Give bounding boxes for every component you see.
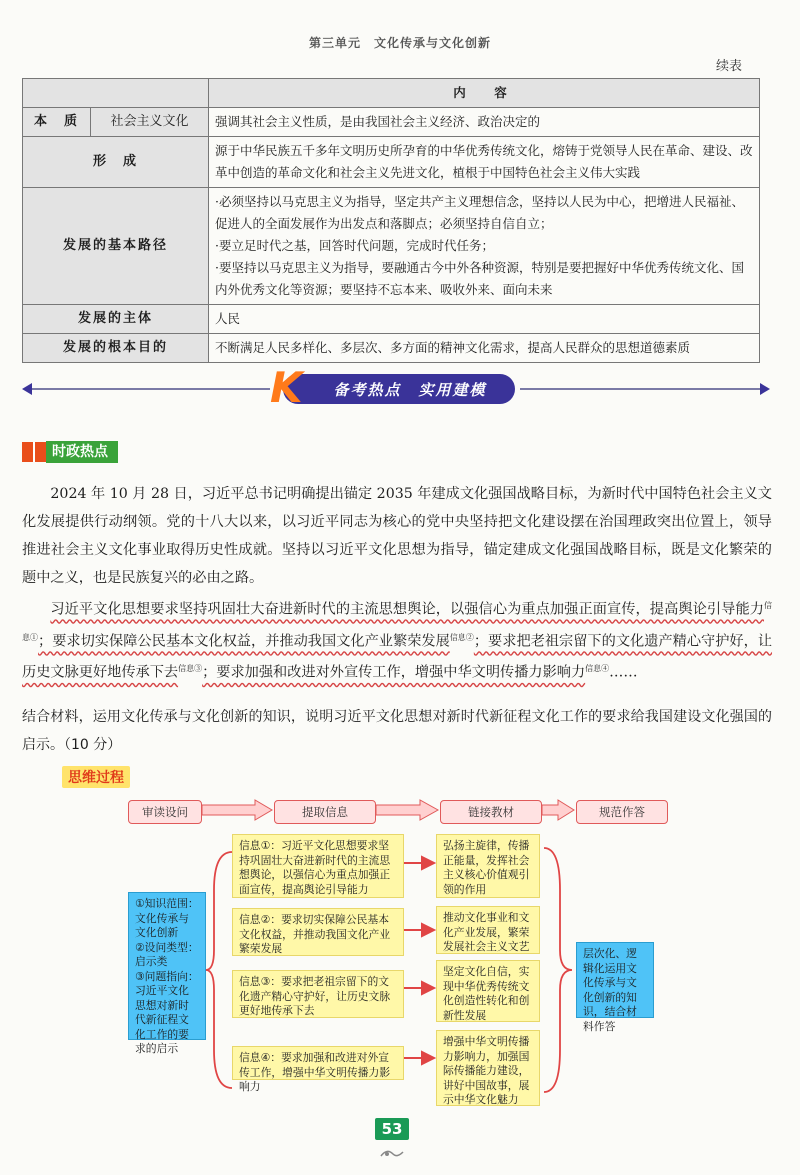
info-text-3: ；要求把老祖宗留下的文化遗产精心守护好，让历史文脉更好地传承下去 [22, 633, 773, 682]
content-table [22, 78, 760, 363]
row-label: 发展的主体 [23, 305, 209, 334]
step-4: 规范作答 [576, 800, 668, 824]
banner-rule-right [520, 388, 760, 390]
scope-box: ①知识范围：文化传承与文化创新 ②设问类型：启示类 ③问题指向：习近平文化思想对新时代新征程文化工作的要求的启示 [128, 892, 206, 1040]
info-box-4: 信息④：要求加强和改进对外宣传工作，增强中华文明传播力影响力 [232, 1046, 404, 1080]
section-label: 时政热点 [46, 441, 118, 463]
row-content: 不断满足人民多样化、多层次、多方面的精神文化需求，提高人民群众的思想道德素质 [209, 334, 760, 363]
passage-p1: 2024 年 10 月 28 日，习近平总书记明确提出锚定 2035 年建成文化强国战略目标，为新时代中国特色社会主义文化发展提供行动纲领。党的十八大以来，以习近平同志为核心的党中央坚持把文化建设摆在治国理政突出位置上，领导推进社会主义文化事业取得历史性成就。坚持以习近平文化思想为指导，锚定建成文化强国战略目标，既是文化繁荣的题中之义，也是民族复兴的必由之路。 [22, 486, 772, 586]
info-text-1: 习近平文化思想要求坚持巩固壮大奋进新时代的主流思想舆论，以强信心为重点加强正面宣传，提高舆论引导能力 [50, 601, 764, 618]
step-3: 链接教材 [440, 800, 542, 824]
info-tag-1: 信息① [22, 601, 772, 642]
link-box-1: 弘扬主旋律，传播正能量，发挥社会主义核心价值观引领的作用 [436, 834, 540, 898]
row-content: 源于中华民族五千多年文明历史所孕育的中华优秀传统文化，熔铸于党领导人民在革命、建设、改革中创造的革命文化和社会主义先进文化，植根于中国特色社会主义伟大实践 [209, 137, 760, 188]
thinking-title: 思维过程 [62, 766, 130, 788]
table-row [23, 334, 760, 363]
page-ornament-icon [379, 1146, 405, 1160]
right-bracket [544, 848, 572, 1092]
info-tag-3: 信息③ [178, 664, 203, 674]
unit-header: 第三单元 文化传承与文化创新 [308, 36, 491, 50]
row-content [209, 188, 760, 305]
path-line: ·必须坚持以马克思主义为指导，坚定共产主义理想信念，坚持以人民为中心，把增进人民福祉、促进人的全面发展作为出发点和落脚点；必须坚持自信自立； [215, 194, 744, 231]
page-number: 53 [375, 1118, 409, 1140]
table-row [23, 188, 760, 305]
book-icon [22, 442, 46, 462]
banner-text: 备考热点 实用建模 [333, 380, 487, 399]
link-box-4: 增强中华文明传播力影响力，加强国际传播能力建设，讲好中国故事，展示中华文化魅力 [436, 1030, 540, 1106]
row-label: 发展的基本路径 [23, 188, 209, 305]
step-arrows [0, 790, 800, 830]
row-sublabel: 社会主义文化 [91, 108, 209, 137]
banner [283, 374, 515, 404]
link-box-2: 推动文化事业和文化产业发展，繁荣发展社会主义文艺 [436, 906, 540, 954]
info-box-3: 信息③：要求把老祖宗留下的文化遗产精心守护好，让历史文脉更好地传承下去 [232, 970, 404, 1018]
path-line: ·要坚持以马克思主义为指导，要融通古今中外各种资源，特别是要把握好中华优秀传统文化、国内外优秀文化等资源；要坚持不忘本来、吸收外来、面向未来 [215, 260, 744, 297]
row-label: 发展的根本目的 [23, 334, 209, 363]
info-arrows [404, 857, 434, 1064]
question [22, 703, 772, 759]
step-arrow-1-icon [202, 800, 272, 820]
row-label: 形 成 [23, 137, 209, 188]
row-content: 人民 [209, 305, 760, 334]
info-box-1: 信息①：习近平文化思想要求坚持巩固壮大奋进新时代的主流思想舆论，以强信心为重点加强正面宣传，提高舆论引导能力 [232, 834, 404, 898]
table-row [23, 108, 760, 137]
step-arrow-3-icon [542, 800, 574, 820]
row-label: 本 质 [23, 108, 91, 137]
question-text: 结合材料，运用文化传承与文化创新的知识，说明习近平文化思想对新时代新征程文化工作的要求给我国建设文化强国的启示。（10 分） [22, 709, 772, 753]
table-head: 内 容 [209, 79, 760, 108]
row-content: 强调其社会主义性质，是由我国社会主义经济、政治决定的 [209, 108, 760, 137]
passage [22, 480, 772, 687]
answer-box: 层次化、逻辑化运用文化传承与文化创新的知识，结合材料作答 [576, 942, 654, 1018]
section-tag [22, 441, 118, 463]
table-row [23, 137, 760, 188]
link-box-3: 坚定文化自信，实现中华优秀传统文化创造性转化和创新性发展 [436, 960, 540, 1022]
step-2: 提取信息 [274, 800, 376, 824]
step-1: 审读设问 [128, 800, 202, 824]
path-line: ·要立足时代之基，回答时代问题，完成时代任务； [215, 238, 494, 253]
ellipsis: …… [609, 665, 638, 682]
left-bracket [206, 852, 232, 1088]
info-tag-2: 信息② [449, 632, 474, 642]
banner-rule-left [30, 388, 270, 390]
step-arrow-2-icon [376, 800, 438, 820]
banner-triangle-left [22, 383, 32, 395]
info-box-2: 信息②：要求切实保障公民基本文化权益，并推动我国文化产业繁荣发展 [232, 908, 404, 956]
info-text-4: ；要求加强和改进对外宣传工作，增强中华文明传播力影响力 [202, 665, 586, 682]
info-text-2: ；要求切实保障公民基本文化权益，并推动我国文化产业繁荣发展 [38, 633, 450, 650]
info-tag-4: 信息④ [585, 664, 610, 674]
banner-triangle-right [760, 383, 770, 395]
passage-p2 [22, 592, 772, 687]
continued-label: 续表 [715, 59, 742, 74]
table-row [23, 305, 760, 334]
banner-k-logo: K [270, 363, 303, 412]
